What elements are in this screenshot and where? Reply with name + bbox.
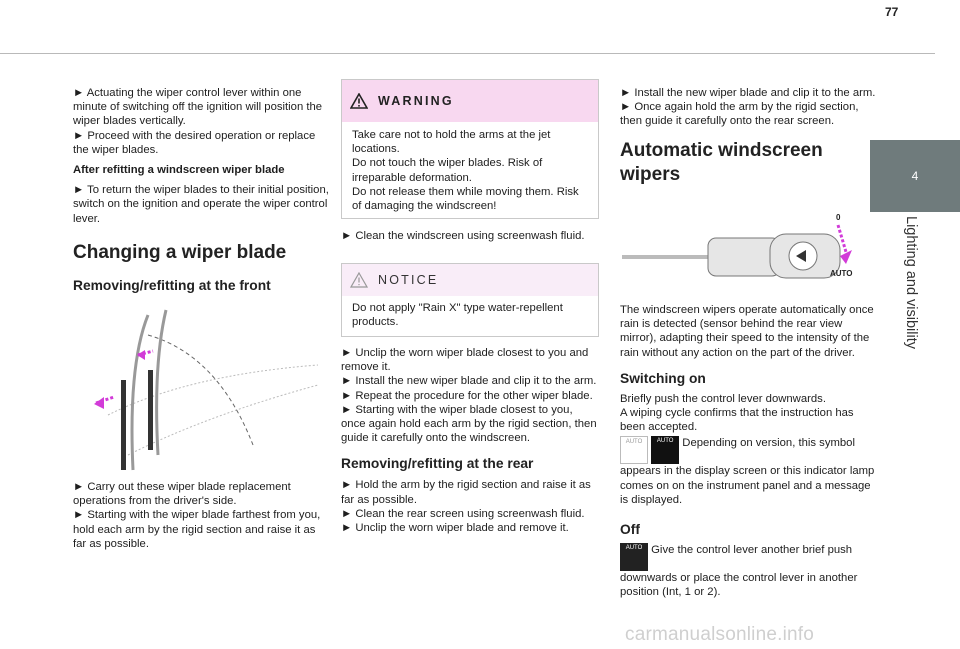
paragraph: The windscreen wipers operate automatically once rain is detected (sensor behind the rear view mirror), adapting their speed to the intensity of the rain without any action on the part of the driver. bbox=[620, 304, 874, 359]
section-heading: wipers bbox=[620, 163, 681, 185]
front-wiper-illustration bbox=[88, 305, 324, 475]
diagram-label-auto: AUTO bbox=[830, 269, 853, 278]
notice-body: Do not apply "Rain X" type water-repellent products. bbox=[352, 302, 563, 329]
warning-line: Take care not to hold the arms at the jet locations. bbox=[352, 129, 551, 156]
notice-title: NOTICE bbox=[378, 273, 439, 287]
warning-box bbox=[341, 79, 599, 219]
chapter-label: Lighting and visibility bbox=[903, 216, 919, 349]
auto-wiper-outline-icon: AUTO bbox=[620, 436, 648, 464]
paragraph: ► Hold the arm by the rigid section and raise it as far as possible. bbox=[341, 479, 591, 506]
auto-wiper-indicator-icon: AUTO bbox=[651, 436, 679, 464]
paragraph: ► Install the new wiper blade and clip it to the arm. bbox=[341, 375, 597, 388]
section-heading: Changing a wiper blade bbox=[73, 241, 287, 263]
paragraph: ► Clean the rear screen using screenwash fluid. bbox=[341, 507, 585, 520]
subsection-heading: Switching on bbox=[620, 370, 706, 386]
warning-header bbox=[342, 80, 598, 122]
column-2-lower bbox=[341, 346, 599, 535]
subsection-heading: Removing/refitting at the front bbox=[73, 277, 271, 293]
paragraph: ► Unclip the worn wiper blade and remove it. bbox=[341, 522, 569, 535]
warning-title: WARNING bbox=[378, 94, 454, 108]
paragraph: ► Repeat the procedure for the other wiper blade. bbox=[341, 389, 593, 402]
column-2-mid bbox=[341, 229, 599, 243]
paragraph: ► To return the wiper blades to their initial position, switch on the ignition and operate the wiper control lever. bbox=[73, 184, 329, 225]
chapter-tab[interactable]: 4 bbox=[870, 140, 960, 212]
wiper-lever-diagram bbox=[618, 210, 858, 295]
paragraph: ► Unclip the worn wiper blade closest to you and remove it. bbox=[341, 347, 589, 374]
notice-triangle-icon bbox=[350, 272, 368, 288]
column-1 bbox=[73, 86, 331, 295]
paragraph: ► Once again hold the arm by the rigid section, then guide it carefully onto the rear screen. bbox=[620, 101, 859, 128]
paragraph: ► Proceed with the desired operation or replace the wiper blades. bbox=[73, 129, 316, 156]
paragraph: ► Carry out these wiper blade replacement operations from the driver's side. bbox=[73, 481, 291, 508]
subsection-heading: Off bbox=[620, 522, 640, 538]
column-3 bbox=[620, 86, 878, 187]
footer-watermark: carmanualsonline.info bbox=[625, 624, 815, 645]
paragraph: ► Starting with the wiper blade farthest from you, hold each arm by the rigid section and raise it as far as possible. bbox=[73, 509, 321, 550]
page-number: 77 bbox=[885, 5, 899, 19]
paragraph: A wiping cycle confirms that the instruction has been accepted. bbox=[620, 407, 854, 434]
paragraph: Give the control lever another brief push downwards or place the control lever in another position (Int, 1 or 2). bbox=[620, 544, 858, 599]
paragraph: Briefly push the control lever downwards. bbox=[620, 392, 826, 405]
column-1-lower bbox=[73, 480, 331, 551]
top-rule bbox=[0, 53, 935, 54]
paragraph: ► Actuating the wiper control lever within one minute of switching off the ignition will position the wiper blades vertically. bbox=[73, 87, 323, 128]
subheading: After refitting a windscreen wiper blade bbox=[73, 164, 285, 177]
auto-wiper-off-icon: AUTO bbox=[620, 543, 648, 571]
subsection-heading: Removing/refitting at the rear bbox=[341, 456, 534, 472]
notice-box bbox=[341, 263, 599, 337]
section-heading: Automatic windscreen bbox=[620, 139, 823, 161]
diagram-label-0: 0 bbox=[836, 213, 841, 222]
off-symbol-row bbox=[620, 543, 878, 599]
warning-line: Do not touch the wiper blades. Risk of irreparable deformation. bbox=[352, 157, 543, 184]
paragraph: ► Starting with the wiper blade closest to you, once again hold each arm by the rigid section, then guide it carefully onto the windscreen. bbox=[341, 403, 597, 445]
warning-line: Do not release them while moving them. Risk of damaging the windscreen! bbox=[352, 185, 579, 213]
paragraph: Depending on version, this symbol appears in the display screen or this indicator lamp comes on on the instrument panel and a message is displayed. bbox=[620, 437, 875, 506]
column-3-lower bbox=[620, 303, 878, 599]
auto-symbol-row bbox=[620, 436, 878, 507]
paragraph: ► Clean the windscreen using screenwash fluid. bbox=[341, 230, 585, 242]
paragraph: ► Install the new wiper blade and clip it to the arm. bbox=[620, 87, 876, 99]
warning-triangle-icon bbox=[350, 93, 368, 109]
notice-header bbox=[342, 264, 598, 296]
